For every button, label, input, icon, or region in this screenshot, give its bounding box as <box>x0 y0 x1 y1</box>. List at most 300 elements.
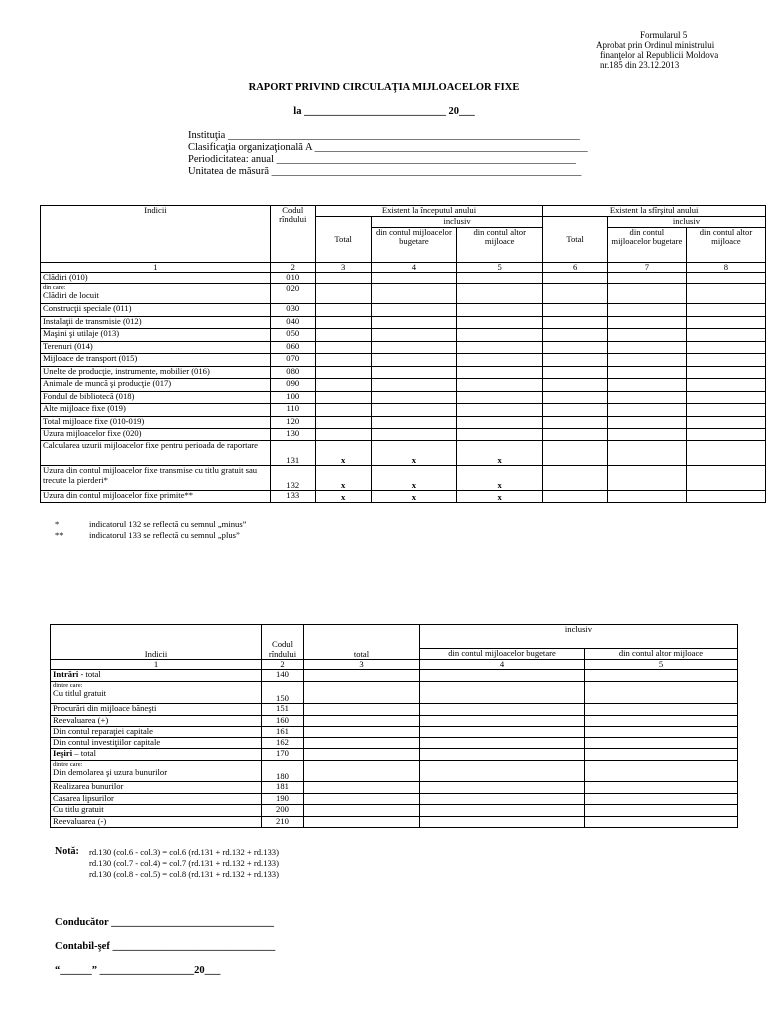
column-number-row <box>51 660 738 670</box>
value-cell[interactable] <box>543 273 607 284</box>
value-cell[interactable] <box>420 805 585 817</box>
value-cell[interactable] <box>585 794 738 805</box>
row-text: Maşini şi utilaje (013) <box>43 328 120 339</box>
row-code: 140 <box>262 670 304 682</box>
table-row <box>51 749 738 761</box>
table-row <box>51 782 738 794</box>
value-cell[interactable] <box>543 367 607 379</box>
x-mark: x <box>341 455 346 465</box>
row-text: Din contul reparaţiei capitale <box>53 726 153 737</box>
value-cell[interactable] <box>686 329 765 342</box>
x-mark: x <box>411 492 417 502</box>
value-cell[interactable] <box>371 417 456 429</box>
value-cell[interactable] <box>420 670 585 682</box>
header-altor-start: din contul altor mijloace <box>457 228 543 263</box>
value-cell[interactable] <box>371 429 456 441</box>
value-cell[interactable] <box>457 417 543 429</box>
table-row <box>51 670 738 682</box>
x-mark: x <box>497 492 502 502</box>
value-cell[interactable] <box>543 429 607 441</box>
value-cell[interactable] <box>315 417 371 429</box>
value-cell[interactable] <box>686 441 765 466</box>
col-num: 7 <box>607 263 686 273</box>
value-cell[interactable] <box>457 354 543 367</box>
value-cell[interactable] <box>686 392 765 404</box>
header-codul-rindului: Codul rîndului <box>262 625 304 660</box>
value-cell[interactable] <box>686 404 765 417</box>
row-text: Din contul investiţiilor capitale <box>53 737 161 748</box>
header-total-end: Total <box>543 217 607 263</box>
table-row <box>41 329 766 342</box>
value-cell[interactable] <box>686 304 765 317</box>
table-row <box>51 794 738 805</box>
x-mark: x <box>497 480 502 490</box>
value-cell[interactable] <box>371 367 456 379</box>
row-label <box>41 417 271 429</box>
signature-date: “______” __________________20___ <box>55 965 221 976</box>
row-text: Clădiri de locuit <box>43 290 99 301</box>
value-cell[interactable] <box>315 304 371 317</box>
table-row <box>41 367 766 379</box>
value-cell[interactable] <box>457 429 543 441</box>
row-text: Mijloace de transport (015) <box>43 353 138 364</box>
table-row <box>41 404 766 417</box>
meta-clasificatia: Clasificaţia organizaţională A ____________________________________________________ <box>188 142 588 153</box>
table-row <box>41 392 766 404</box>
x-mark-cell <box>457 441 543 466</box>
value-cell[interactable] <box>457 284 543 304</box>
table-row <box>41 284 766 304</box>
row-text: Uzura din contul mijloacelor fixe primite** <box>43 490 194 501</box>
value-cell[interactable] <box>585 749 738 761</box>
row-label <box>51 704 262 716</box>
row-bold-text: Intrări <box>53 669 79 680</box>
x-mark: x <box>497 455 502 465</box>
row-text: Din demolarea şi uzura bunurilor <box>53 767 168 778</box>
row-label <box>41 304 271 317</box>
row-label <box>41 367 271 379</box>
row-code: 060 <box>270 342 315 354</box>
row-code: 130 <box>270 429 315 441</box>
row-label <box>51 716 262 727</box>
row-text: Unelte de producţie, instrumente, mobilier (016) <box>43 366 210 377</box>
value-cell[interactable] <box>686 466 765 491</box>
value-cell[interactable] <box>686 491 765 503</box>
table-row <box>51 682 738 704</box>
table-row <box>51 761 738 782</box>
value-cell[interactable] <box>371 404 456 417</box>
value-cell[interactable] <box>543 392 607 404</box>
row-label <box>51 782 262 794</box>
table-row <box>41 354 766 367</box>
x-mark-cell <box>371 441 456 466</box>
row-code: 131 <box>270 441 315 466</box>
row-code: 190 <box>262 794 304 805</box>
row-text: Casarea lipsurilor <box>53 793 114 804</box>
table-row <box>51 727 738 738</box>
value-cell[interactable] <box>686 429 765 441</box>
footnote-mark: * <box>55 519 60 529</box>
row-label <box>51 670 262 682</box>
value-cell[interactable] <box>607 379 686 392</box>
value-cell[interactable] <box>543 304 607 317</box>
value-cell[interactable] <box>457 392 543 404</box>
value-cell[interactable] <box>371 329 456 342</box>
value-cell[interactable] <box>607 284 686 304</box>
value-cell[interactable] <box>457 304 543 317</box>
value-cell[interactable] <box>543 466 607 491</box>
row-text: Fondul de bibliotecă (018) <box>43 391 135 402</box>
footnote-133 <box>55 530 240 540</box>
col-num: 2 <box>262 660 304 670</box>
report-title: RAPORT PRIVIND CIRCULAŢIA MIJLOACELOR FIXE <box>248 82 520 93</box>
row-text: Terenuri (014) <box>43 341 93 352</box>
header-bugetare: din contul mijloacelor bugetare <box>420 649 585 660</box>
row-text: – total <box>72 748 96 759</box>
table-row <box>41 441 766 466</box>
row-code: 150 <box>262 682 304 704</box>
value-cell[interactable] <box>585 761 738 782</box>
value-cell[interactable] <box>371 354 456 367</box>
value-cell[interactable] <box>457 342 543 354</box>
signature-contabil-sef: Contabil-şef _______________________________ <box>55 941 276 952</box>
value-cell[interactable] <box>585 817 738 828</box>
value-cell[interactable] <box>420 761 585 782</box>
row-label <box>41 284 271 304</box>
report-meta-fields <box>188 130 588 178</box>
form-number: Formularul 5 <box>640 30 688 40</box>
row-text: Alte mijloace fixe (019) <box>43 403 126 414</box>
value-cell[interactable] <box>585 738 738 749</box>
nota-line: rd.130 (col.7 - col.4) = col.7 (rd.131 + rd.132 + rd.133) <box>89 858 279 868</box>
value-cell[interactable] <box>304 716 420 727</box>
value-cell[interactable] <box>543 329 607 342</box>
table-row <box>41 379 766 392</box>
table-row <box>51 817 738 828</box>
value-cell[interactable] <box>420 704 585 716</box>
row-code: 170 <box>262 749 304 761</box>
row-label <box>41 329 271 342</box>
value-cell[interactable] <box>686 273 765 284</box>
value-cell[interactable] <box>304 682 420 704</box>
row-code: 080 <box>270 367 315 379</box>
row-text: Instalaţii de transmisie (012) <box>43 316 142 327</box>
row-label <box>41 466 271 491</box>
fixed-assets-table <box>40 205 766 503</box>
row-code: 151 <box>262 704 304 716</box>
table-row <box>41 304 766 317</box>
row-prefix: dintre care: <box>53 761 83 769</box>
row-label <box>51 794 262 805</box>
row-text: Uzura din contul mijloacelor fixe transmise cu titlu gratuit sau trecute la pierderi* <box>43 465 258 485</box>
form-approval-line-3: nr.185 din 23.12.2013 <box>600 60 680 70</box>
x-mark: x <box>411 455 417 465</box>
row-code: 133 <box>270 491 315 503</box>
col-num: 6 <box>543 263 607 273</box>
col-num: 5 <box>585 660 738 670</box>
value-cell[interactable] <box>315 354 371 367</box>
row-code: 070 <box>270 354 315 367</box>
value-cell[interactable] <box>457 317 543 329</box>
value-cell[interactable] <box>420 749 585 761</box>
value-cell[interactable] <box>371 273 456 284</box>
value-cell[interactable] <box>315 379 371 392</box>
value-cell[interactable] <box>420 727 585 738</box>
row-label <box>41 342 271 354</box>
col-num: 1 <box>41 263 271 273</box>
value-cell[interactable] <box>371 304 456 317</box>
value-cell[interactable] <box>585 704 738 716</box>
value-cell[interactable] <box>607 304 686 317</box>
header-codul-rindului: Codul rîndului <box>270 206 315 263</box>
value-cell[interactable] <box>304 794 420 805</box>
row-label <box>51 805 262 817</box>
value-cell[interactable] <box>543 284 607 304</box>
value-cell[interactable] <box>371 317 456 329</box>
form-approval-line-2: finanţelor al Republicii Moldova <box>600 50 719 60</box>
row-text: Animale de muncă şi producţie (017) <box>43 378 172 389</box>
value-cell[interactable] <box>315 367 371 379</box>
signature-conducator: Conducător _______________________________ <box>55 917 274 928</box>
row-code: 160 <box>262 716 304 727</box>
value-cell[interactable] <box>304 738 420 749</box>
table-row <box>51 805 738 817</box>
table-row <box>41 429 766 441</box>
value-cell[interactable] <box>607 317 686 329</box>
table-row <box>41 317 766 329</box>
value-cell[interactable] <box>607 404 686 417</box>
value-cell[interactable] <box>420 716 585 727</box>
row-label <box>41 404 271 417</box>
nota-section <box>55 846 279 880</box>
x-mark-cell <box>371 466 456 491</box>
row-text: Cu titlu gratuit <box>53 804 104 815</box>
row-prefix: din care: <box>43 284 66 292</box>
value-cell[interactable] <box>457 404 543 417</box>
header-indicii: Indicii <box>41 206 271 263</box>
value-cell[interactable] <box>315 392 371 404</box>
x-mark-cell <box>457 491 543 503</box>
value-cell[interactable] <box>457 329 543 342</box>
header-total-start: Total <box>315 217 371 263</box>
value-cell[interactable] <box>420 782 585 794</box>
table-row <box>41 491 766 503</box>
value-cell[interactable] <box>585 716 738 727</box>
value-cell[interactable] <box>420 817 585 828</box>
value-cell[interactable] <box>371 284 456 304</box>
row-label <box>41 491 271 503</box>
x-mark: x <box>341 480 346 490</box>
meta-periodicitatea: Periodicitatea: anual _________________________________________________________ <box>188 154 576 165</box>
value-cell[interactable] <box>304 704 420 716</box>
value-cell[interactable] <box>607 329 686 342</box>
movements-table <box>50 624 738 828</box>
value-cell[interactable] <box>543 441 607 466</box>
value-cell[interactable] <box>457 379 543 392</box>
value-cell[interactable] <box>686 417 765 429</box>
value-cell[interactable] <box>457 367 543 379</box>
value-cell[interactable] <box>315 329 371 342</box>
row-code: 180 <box>262 761 304 782</box>
value-cell[interactable] <box>607 342 686 354</box>
value-cell[interactable] <box>686 284 765 304</box>
table-row <box>51 704 738 716</box>
row-code: 200 <box>262 805 304 817</box>
row-label <box>41 379 271 392</box>
value-cell[interactable] <box>543 379 607 392</box>
value-cell[interactable] <box>304 805 420 817</box>
value-cell[interactable] <box>585 682 738 704</box>
value-cell[interactable] <box>543 342 607 354</box>
header-existent-inceput: Existent la începutul anului <box>315 206 543 217</box>
row-text: Reevaluarea (-) <box>53 816 107 827</box>
x-mark: x <box>411 480 417 490</box>
value-cell[interactable] <box>686 317 765 329</box>
row-prefix: dintre care: <box>53 682 83 690</box>
row-text: - total <box>78 669 101 680</box>
value-cell[interactable] <box>315 273 371 284</box>
footnote-132 <box>55 519 247 529</box>
value-cell[interactable] <box>607 392 686 404</box>
value-cell[interactable] <box>371 392 456 404</box>
x-mark-cell <box>315 441 371 466</box>
row-label <box>51 761 262 782</box>
value-cell[interactable] <box>607 429 686 441</box>
value-cell[interactable] <box>585 670 738 682</box>
row-code: 161 <box>262 727 304 738</box>
row-code: 181 <box>262 782 304 794</box>
value-cell[interactable] <box>420 794 585 805</box>
value-cell[interactable] <box>457 273 543 284</box>
row-code: 210 <box>262 817 304 828</box>
row-text: Calcularea uzurii mijloacelor fixe pentru perioada de raportare <box>43 440 258 451</box>
nota-label: Notă: <box>55 846 79 857</box>
value-cell[interactable] <box>420 738 585 749</box>
row-code: 132 <box>270 466 315 491</box>
value-cell[interactable] <box>371 342 456 354</box>
table-row <box>41 342 766 354</box>
row-label <box>41 392 271 404</box>
value-cell[interactable] <box>315 404 371 417</box>
row-text: Cu titlul gratuit <box>53 688 106 699</box>
value-cell[interactable] <box>315 429 371 441</box>
x-mark: x <box>341 492 346 502</box>
value-cell[interactable] <box>543 417 607 429</box>
x-mark-cell <box>315 491 371 503</box>
row-code: 162 <box>262 738 304 749</box>
value-cell[interactable] <box>304 749 420 761</box>
row-text: Reevaluarea (+) <box>53 715 109 726</box>
value-cell[interactable] <box>607 491 686 503</box>
header-bugetare-end: din contul mijloacelor bugetare <box>607 228 686 263</box>
header-inclusiv-start: inclusiv <box>371 217 543 228</box>
row-code: 030 <box>270 304 315 317</box>
footnote-text: indicatorul 132 se reflectă cu semnul „minus” <box>89 519 247 529</box>
value-cell[interactable] <box>315 317 371 329</box>
table-row <box>51 738 738 749</box>
value-cell[interactable] <box>607 417 686 429</box>
header-altor-end: din contul altor mijloace <box>686 228 765 263</box>
row-label <box>51 682 262 704</box>
row-code: 110 <box>270 404 315 417</box>
value-cell[interactable] <box>304 670 420 682</box>
row-label <box>51 817 262 828</box>
value-cell[interactable] <box>585 782 738 794</box>
meta-institutia: Instituţia ___________________________________________________________________ <box>188 130 580 141</box>
col-num: 3 <box>315 263 371 273</box>
header-bugetare-start: din contul mijloacelor bugetare <box>371 228 456 263</box>
row-label <box>41 354 271 367</box>
row-label <box>51 749 262 761</box>
value-cell[interactable] <box>304 727 420 738</box>
value-cell[interactable] <box>543 317 607 329</box>
header-inclusiv-end: inclusiv <box>607 217 765 228</box>
row-label <box>41 441 271 466</box>
value-cell[interactable] <box>607 466 686 491</box>
value-cell[interactable] <box>585 727 738 738</box>
value-cell[interactable] <box>607 441 686 466</box>
x-mark-cell <box>457 466 543 491</box>
value-cell[interactable] <box>686 367 765 379</box>
table-row <box>41 466 766 491</box>
value-cell[interactable] <box>607 273 686 284</box>
value-cell[interactable] <box>607 354 686 367</box>
value-cell[interactable] <box>686 354 765 367</box>
value-cell[interactable] <box>315 342 371 354</box>
row-text: Total mijloace fixe (010-019) <box>43 416 145 427</box>
header-indicii: Indicii <box>51 625 262 660</box>
row-bold-text: Ieşiri <box>53 748 73 759</box>
row-text: Procurări din mijloace băneşti <box>53 703 157 714</box>
table-row <box>51 716 738 727</box>
header-total: total <box>304 625 420 660</box>
value-cell[interactable] <box>543 404 607 417</box>
table-row <box>41 417 766 429</box>
row-label <box>41 429 271 441</box>
row-code: 020 <box>270 284 315 304</box>
meta-unitatea: Unitatea de măsură ___________________________________________________________ <box>188 166 582 177</box>
value-cell[interactable] <box>607 367 686 379</box>
row-text: Uzura mijloacelor fixe (020) <box>43 428 142 439</box>
col-num: 5 <box>457 263 543 273</box>
footnote-text: indicatorul 133 se reflectă cu semnul „plus” <box>89 530 240 540</box>
form-header <box>596 30 718 70</box>
value-cell[interactable] <box>686 342 765 354</box>
form-approval-line-1: Aprobat prin Ordinul ministrului <box>596 40 715 50</box>
value-cell[interactable] <box>686 379 765 392</box>
table-row <box>41 273 766 284</box>
value-cell[interactable] <box>315 284 371 304</box>
col-num: 2 <box>270 263 315 273</box>
row-code: 050 <box>270 329 315 342</box>
report-date-line: la ___________________________ 20___ <box>293 106 475 117</box>
value-cell[interactable] <box>585 805 738 817</box>
row-label <box>51 727 262 738</box>
row-label <box>51 738 262 749</box>
value-cell[interactable] <box>543 491 607 503</box>
value-cell[interactable] <box>543 354 607 367</box>
value-cell[interactable] <box>304 817 420 828</box>
row-label <box>41 317 271 329</box>
value-cell[interactable] <box>420 682 585 704</box>
header-existent-sfirsit: Existent la sfîrşitul anului <box>543 206 766 217</box>
value-cell[interactable] <box>304 782 420 794</box>
value-cell[interactable] <box>304 761 420 782</box>
value-cell[interactable] <box>371 379 456 392</box>
nota-line: rd.130 (col.6 - col.3) = col.6 (rd.131 + rd.132 + rd.133) <box>89 847 279 857</box>
row-text: Clădiri (010) <box>43 272 88 283</box>
x-mark-cell <box>315 466 371 491</box>
